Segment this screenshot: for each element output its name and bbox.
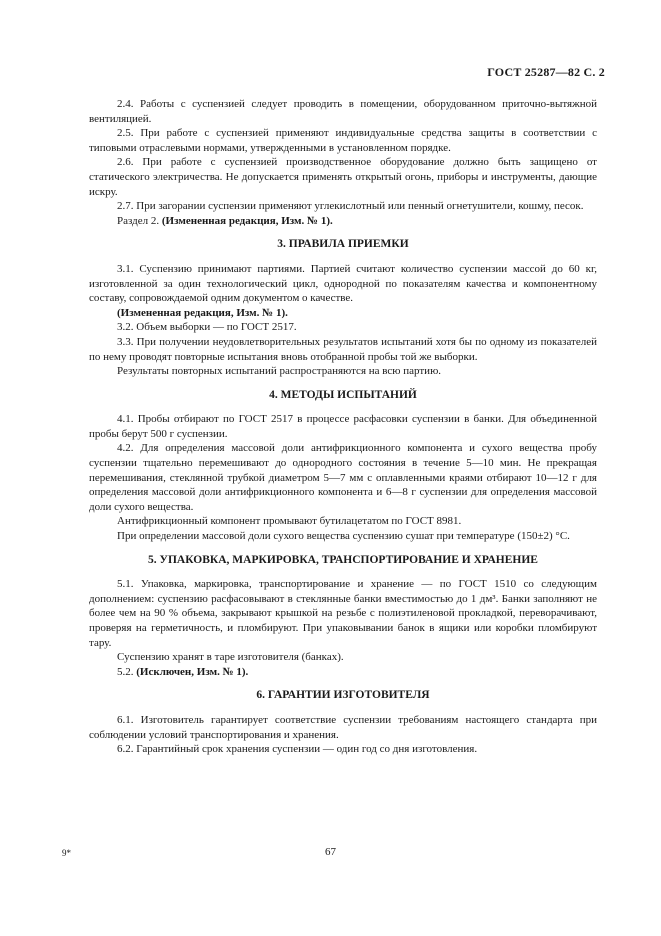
paragraph-3-1-amendment: (Измененная редакция, Изм. № 1). <box>117 306 288 319</box>
paragraph-4-2-c: При определении массовой доли сухого вещества суспензию сушат при температуре (150±2) °С. <box>117 530 570 543</box>
section-6-title: 6. ГАРАНТИИ ИЗГОТОВИТЕЛЯ <box>256 689 430 702</box>
paragraph-3-2: 3.2. Объем выборки — по ГОСТ 2517. <box>117 321 297 334</box>
amendment-prefix: Раздел 2. <box>117 214 162 227</box>
paragraph-2-6: 2.6. При работе с суспензией производственное оборудование должно быть защищено от статического электричества. Не допускается применять открытый огонь, приборы и инструменты, дающие искру. <box>89 156 597 198</box>
paragraph-5-2 <box>89 665 597 680</box>
paragraph-6-2: 6.2. Гарантийный срок хранения суспензии — один год со дня изготовления. <box>117 743 478 756</box>
paragraph-2-4: 2.4. Работы с суспензией следует проводить в помещении, оборудованном приточно-вытяжной вентиляцией. <box>89 98 597 125</box>
paragraph-3-3: 3.3. При получении неудовлетворительных результатов испытаний хотя бы по одному из показателей по нему проводят повторные испытания вновь отобранной пробы той же выборки. <box>89 335 597 363</box>
paragraph-5-1-b: Суспензию хранят в таре изготовителя (банках). <box>117 651 344 664</box>
section-2-amendment <box>89 214 597 229</box>
page-number: 67 <box>325 846 336 858</box>
paragraph-4-1: 4.1. Пробы отбирают по ГОСТ 2517 в процессе расфасовки суспензии в банки. Для объединенной пробы берут 500 г суспензии. <box>89 413 597 440</box>
paragraph-4-2: 4.2. Для определения массовой доли антифрикционного компонента и сухого вещества пробу суспензии тщательно перемешивают до однородного состояния в течение 5—10 мин. Не прекращая перемешивания, стеклянной трубкой диаметром 5—7 мм с оплавленными краями отбирают 10—12 г для определения массовой доли антифрикционного компонента и 6—8 г суспензии для определения массовой доли сухого вещества. <box>89 442 597 513</box>
document-body <box>89 97 597 757</box>
paragraph-2-7: 2.7. При загорании суспензии применяют углекислотный или пенный огнетушители, кошму, песок. <box>117 200 584 213</box>
paragraph-5-2-prefix: 5.2. <box>117 665 137 678</box>
paragraph-3-3-b: Результаты повторных испытаний распространяются на всю партию. <box>117 365 442 378</box>
paragraph-5-1: 5.1. Упаковка, маркировка, транспортирование и хранение — по ГОСТ 1510 со следующим дополнением: суспензию расфасовывают в стеклянные банки вместимостью до 1 дм³. Банки заполняют не более чем на 90 % объема, закрывают крышкой на резьбе с полиэтиленовой прокладкой, переворачивают, проверяя на герметичность, и пломбируют. При упаковывании банок в ящики или коробки пломбируют тару. <box>89 578 597 649</box>
sheet-mark: 9* <box>62 848 71 858</box>
section-3-title: 3. ПРАВИЛА ПРИЕМКИ <box>277 238 409 251</box>
section-4-title: 4. МЕТОДЫ ИСПЫТАНИЙ <box>269 388 417 401</box>
paragraph-3-1: 3.1. Суспензию принимают партиями. Партией считают количество суспензии массой до 60 кг, изготовленной за один технологический цикл, однородной по показателям качества и компонентному составу, сопровождаемой одним документом о качестве. <box>89 262 597 305</box>
paragraph-2-5: 2.5. При работе с суспензией применяют индивидуальные средства защиты в соответствии с типовыми отраслевыми нормами, утвержденными в установленном порядке. <box>89 127 597 154</box>
amendment-note: (Измененная редакция, Изм. № 1). <box>161 214 333 227</box>
section-5-title: 5. УПАКОВКА, МАРКИРОВКА, ТРАНСПОРТИРОВАНИЕ И ХРАНЕНИЕ <box>148 553 538 566</box>
paragraph-5-2-note: (Исключен, Изм. № 1). <box>136 665 249 678</box>
paragraph-4-2-b: Антифрикционный компонент промывают бутилацетатом по ГОСТ 8981. <box>117 515 462 528</box>
paragraph-6-1: 6.1. Изготовитель гарантирует соответствие суспензии требованиям настоящего стандарта при соблюдении условий транспортирования и хранения. <box>89 713 597 741</box>
document-header: ГОСТ 25287—82 С. 2 <box>487 65 605 79</box>
